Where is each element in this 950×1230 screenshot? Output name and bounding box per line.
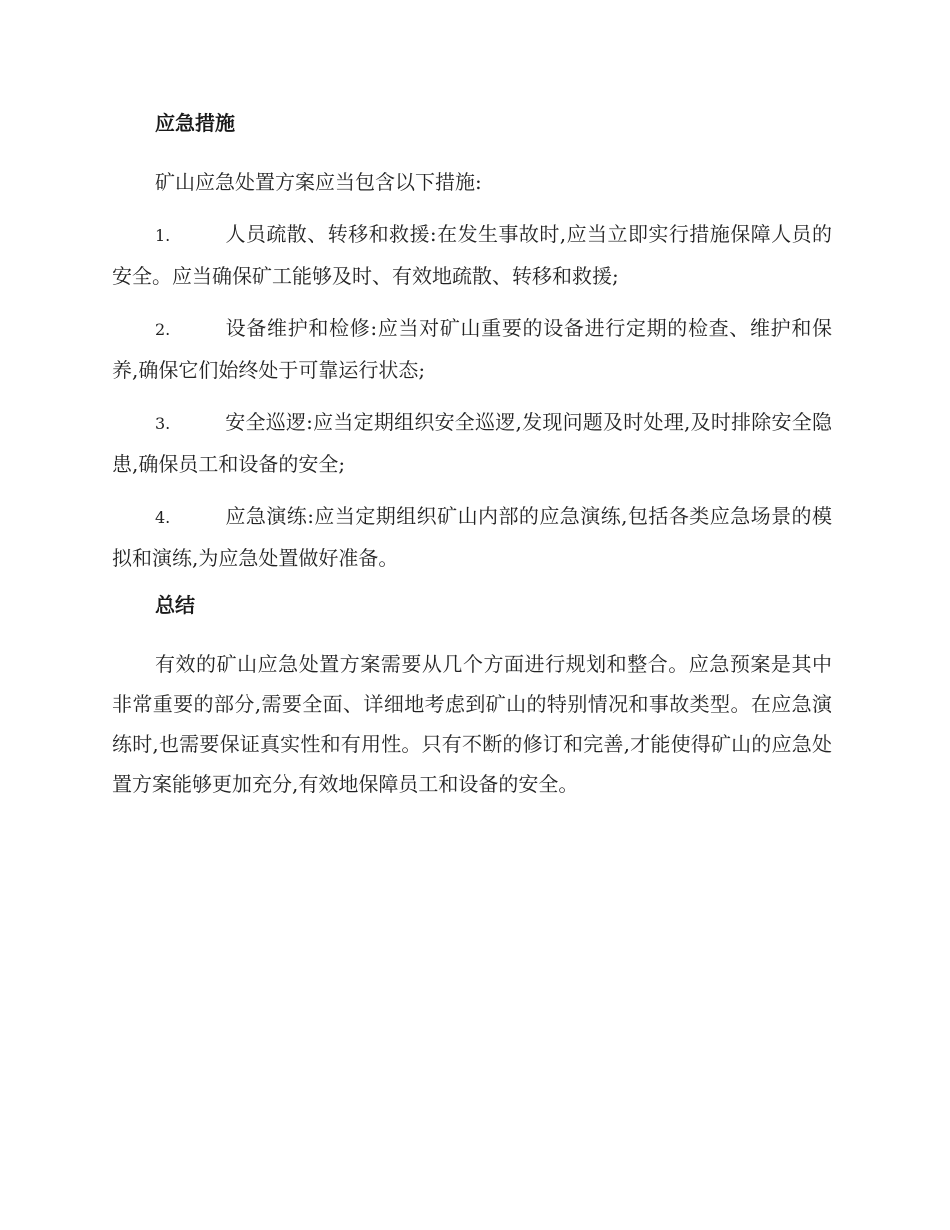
list-item	[112, 402, 832, 484]
list-item-text: 应急演练:应当定期组织矿山内部的应急演练,包括各类应急场景的模拟和演练,为应急处置做好准备。	[112, 504, 832, 570]
list-item	[112, 496, 832, 578]
intro-paragraph: 矿山应急处置方案应当包含以下措施:	[155, 170, 482, 194]
list-item-number: 1.	[155, 226, 171, 245]
list-item-text: 安全巡逻:应当定期组织安全巡逻,发现问题及时处理,及时排除安全隐患,确保员工和设备的安全;	[112, 410, 832, 476]
section-heading-summary: 总结	[155, 593, 195, 617]
list-item-number: 2.	[155, 320, 171, 339]
list-item-text: 设备维护和检修:应当对矿山重要的设备进行定期的检查、维护和保养,确保它们始终处于可靠运行状态;	[112, 316, 832, 382]
summary-paragraph: 有效的矿山应急处置方案需要从几个方面进行规划和整合。应急预案是其中非常重要的部分,需要全面、详细地考虑到矿山的特别情况和事故类型。在应急演练时,也需要保证真实性和有用性。只有不断的修订和完善,才能使得矿山的应急处置方案能够更加充分,有效地保障员工和设备的安全。	[112, 652, 832, 796]
list-item	[112, 308, 832, 390]
list-item-number: 3.	[155, 414, 171, 433]
list-item-text: 人员疏散、转移和救援:在发生事故时,应当立即实行措施保障人员的安全。应当确保矿工能够及时、有效地疏散、转移和救援;	[112, 222, 832, 288]
section-heading-emergency-measures: 应急措施	[155, 111, 235, 135]
list-item	[112, 214, 832, 296]
list-item-number: 4.	[155, 508, 171, 527]
